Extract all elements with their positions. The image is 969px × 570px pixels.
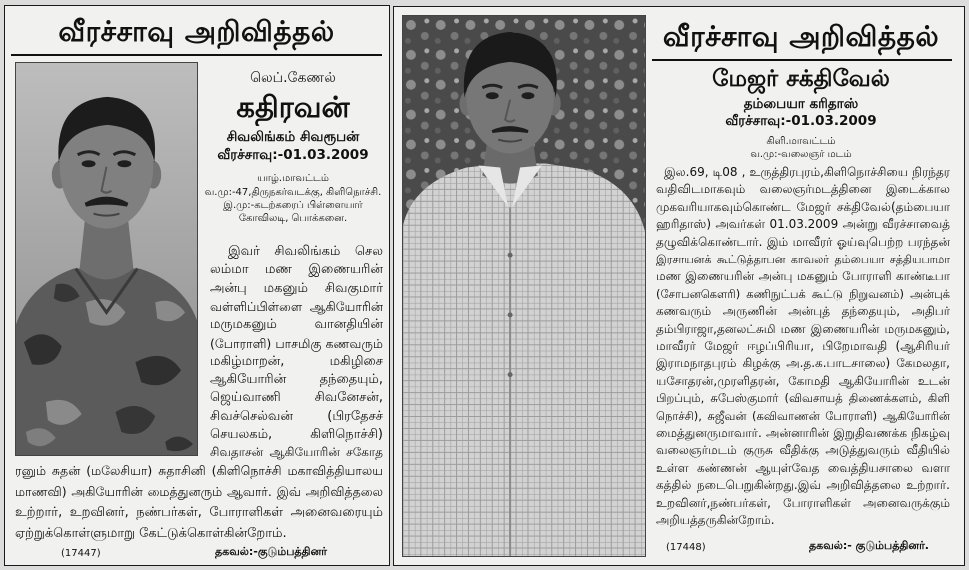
address-line: வ.மு:-வலைஞர் மடம் <box>750 149 852 160</box>
body-line: யசோதரன்,முரளிதரன், கோமதி ஆகியோரின் உடன் <box>656 374 950 388</box>
body-line: ஹரிதாஸ்) அவர்கள் 01.03.2009 அன்று வீரச்சாவைத் <box>656 217 950 231</box>
body-line: பிறப்பும், சுபேஸ்குமார் (விவசாயத் திணைக்களம், கிளி <box>656 391 950 405</box>
rank: லெப்.கேணல் <box>250 70 336 86</box>
body-line: இராமநாதபுரம் கிழக்கு அ.த.க.பாடசாலை) கேமலதா, <box>656 356 950 370</box>
body-line: உற்றார், உறவினர், நண்பர்கள், போராளிகள் அனைவரையும் <box>15 505 383 520</box>
body-line: முகவரியாகவும்கொண்ட மேஜர் சக்திவேல்(தம்பையா <box>656 200 950 214</box>
notice-header: வீரச்சாவு அறிவித்தல் <box>662 20 940 53</box>
body-line: மாவீரர் மேஜர் ஈழப்பிரியா, பிறேமாவதி (ஆசிரியர் <box>656 339 950 353</box>
body-line: (சோபனகௌரி) கணிநுட்பக் கூட்டு நிறுவனம்) அன்புக் <box>656 287 950 301</box>
credit-line: தகவல்:-குடும்பத்தினர் <box>215 545 327 558</box>
death-date: வீரச்சாவு:-01.03.2009 <box>725 113 877 129</box>
notice-right <box>393 6 965 566</box>
body-line: அறியத்தருகின்றோம். <box>656 513 775 527</box>
body-line: லம்மா மண இணையரின் <box>210 262 383 277</box>
given-name: தம்பையா கரிதாஸ் <box>743 96 859 112</box>
address-line: வ.மு:-47,திருநகர்வடக்கு, கிளிநொச்சி. <box>204 187 382 198</box>
portrait-photo <box>15 62 198 456</box>
body-line: ஆகியோரின் தந்தையும், <box>210 372 383 387</box>
portrait-image <box>403 16 645 556</box>
body-line: இல.69, டி08 , உருத்திரபுரம்,கிளிநொச்சியை நிரந்தர <box>664 165 950 179</box>
nom-de-guerre: மேஜர் சக்திவேல் <box>712 66 890 92</box>
portrait-image <box>16 63 197 455</box>
credit-line: தகவல்:- குடும்பத்தினர். <box>809 539 929 552</box>
body-line: மகிழ்மாறன், மகிழிசை <box>210 354 383 369</box>
body-line: தழுவிக்கொண்டார். இம் மாவீரர் ஓய்வுபெற்ற பரந்தன் <box>656 235 950 249</box>
portrait-photo <box>402 15 646 557</box>
body-line: வலைஞர்மடம் குருசு வீதிக்கு அடுத்துவரும் வீதியில் <box>656 443 950 457</box>
body-line: வள்ளிப்பிள்ளை ஆகியோரின் <box>210 299 383 314</box>
body-line: தம்பிராஜா,தனலட்சுமி மண இணையரின் மருமகனும், <box>656 322 950 336</box>
body-line: அன்பு மகனும் சிவகுமார் <box>210 281 383 296</box>
nom-de-guerre: கதிரவன் <box>236 90 350 124</box>
body-line: கத்தில் நடைபெறுகின்றது.இவ் அறிவித்தலை உற்றார். <box>656 478 950 492</box>
body-line: சிவச்செல்வன் (பிரதேசச் <box>210 409 383 424</box>
body-line: சிவதாசன் ஆகியோரின் சகோத <box>210 445 383 459</box>
given-name: சிவலிங்கம் சிவரூபன் <box>226 129 360 145</box>
body-line: மைத்துனருமாவார். அன்னாரின் இறுதிவணக்க நிகழ்வு <box>656 426 950 440</box>
notice-left <box>4 5 390 566</box>
header-rule <box>652 59 952 61</box>
body-line: மாணவி) அகியோரின் மைத்துனரும் ஆவார். இவ் அறிவித்தலை <box>15 484 383 499</box>
body-line: இவர் சிவலிங்கம் செல <box>228 244 383 259</box>
body-line: கணவரும் அருணின் அன்புத் தந்தையும், அதிபர் <box>656 304 950 318</box>
body-line: மருமகனும் வானதியின் <box>210 317 383 332</box>
body-line: (போராளி) பாசமிகு கணவரும் <box>210 336 383 351</box>
body-line: மண இணையரின் அன்பு மகனும் போராளி காண்டீபா <box>656 269 950 283</box>
notice-header: வீரச்சாவு அறிவித்தல் <box>58 15 335 48</box>
district: யாழ்.மாவட்டம் <box>257 173 329 184</box>
reference-number: (17447) <box>61 548 101 559</box>
address-line: இ.மு:-கடற்கரைப் பிள்ளையார் <box>223 200 363 211</box>
body-line: உள்ள கண்ணன் ஆயுள்வேத வைத்தியசாலை வளா <box>656 461 950 475</box>
body-line: நொச்சி), சுஜீவன் (கவிவாணன் போராளி) ஆகியோரின் <box>656 409 950 423</box>
death-date: வீரச்சாவு:-01.03.2009 <box>217 147 369 163</box>
body-line: செயலகம், கிளிநொச்சி) <box>210 427 383 442</box>
address-line: கோவிலடி, பொக்கனை. <box>238 213 348 224</box>
body-line: ரனும் சுதன் (மலேசியா) சுதாசினி (கிளிநொச்சி மகாவித்தியாலய <box>15 463 383 478</box>
body-line: வதிவிடமாகவும் வலைஞர்மடத்தினை இடைக்கால <box>656 182 950 196</box>
reference-number: (17448) <box>666 542 706 553</box>
body-line: ஏற்றுக்கொள்ளுமாறு கேட்டுக்கொள்கின்றோம். <box>15 526 287 541</box>
district: கிளி.மாவட்டம் <box>766 136 836 147</box>
body-line: ஜெய்வாணி சிவனேசன், <box>210 390 383 405</box>
body-line: இரசாயனக் கூட்டுத்தாபன காவலர் தம்பையா சத்தியபாமா <box>656 253 950 266</box>
header-rule <box>11 54 382 56</box>
body-line: உறவினர்,நண்பர்கள், போராளிகள் அனைவருக்கும் <box>656 496 950 510</box>
